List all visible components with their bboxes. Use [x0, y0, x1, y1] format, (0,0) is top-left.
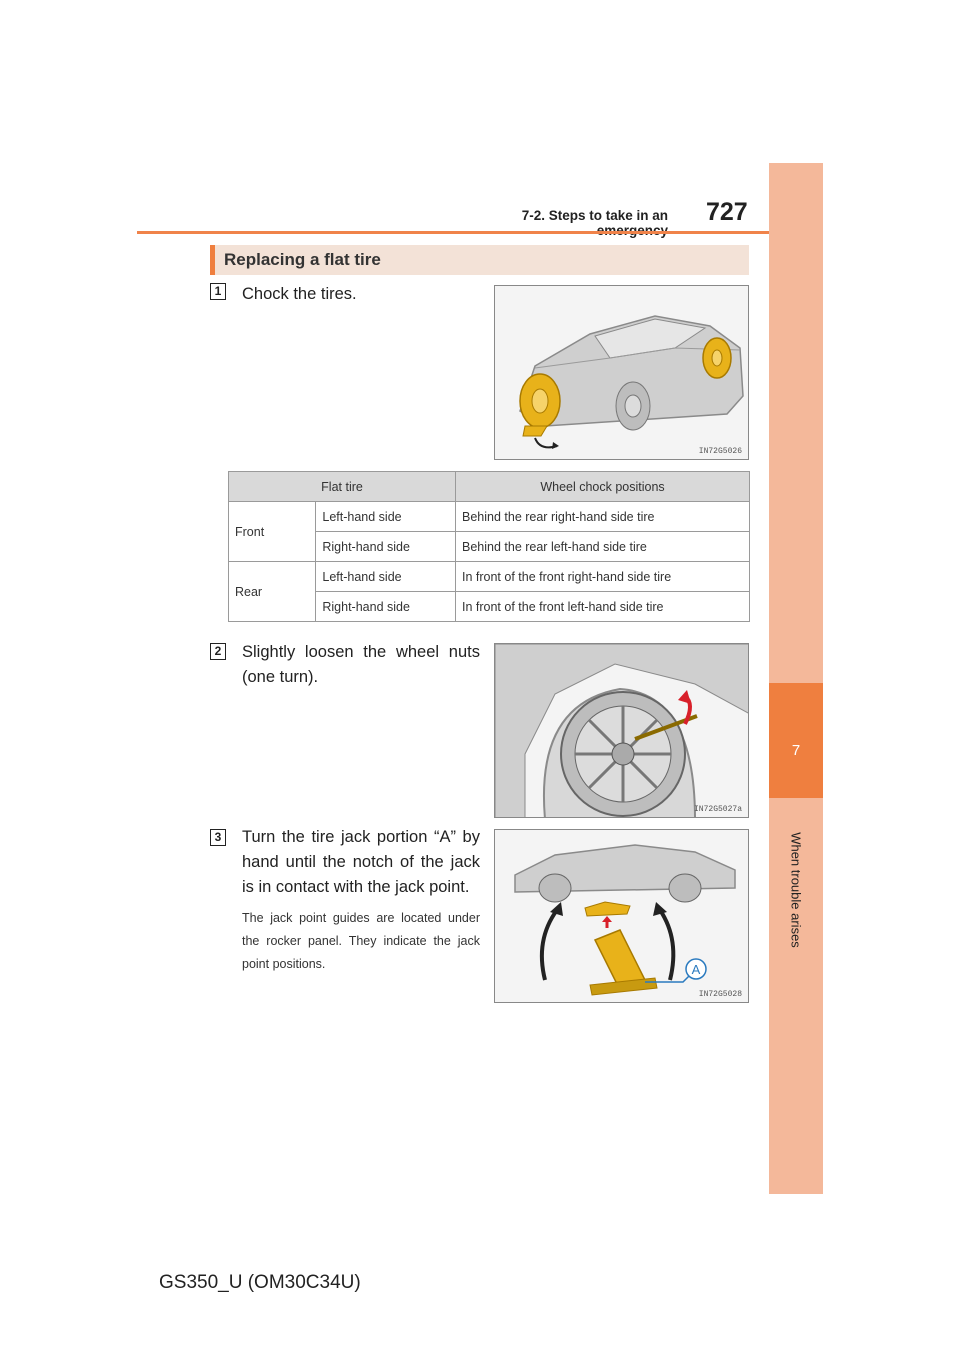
table-cell-side: Left-hand side: [316, 502, 456, 532]
figure-code: IN72G5026: [698, 447, 742, 456]
table-cell-side: Right-hand side: [316, 592, 456, 622]
table-cell-position: Behind the rear right-hand side tire: [456, 502, 750, 532]
car-chock-illustration: [495, 286, 749, 460]
table-header-flat-tire: Flat tire: [229, 472, 456, 502]
table-cell-position: In front of the front right-hand side tire: [456, 562, 750, 592]
table-row: [229, 562, 750, 592]
section-title: Replacing a flat tire: [224, 250, 381, 269]
wheel-nut-illustration: [495, 644, 749, 818]
step-2-text: Slightly loosen the wheel nuts (one turn).: [242, 643, 480, 686]
step-number-2: 2: [210, 643, 226, 660]
chapter-title: When trouble arises: [788, 832, 804, 948]
figure-jack: [494, 829, 749, 1003]
figure-code: IN72G5028: [698, 990, 742, 999]
figure-chock-tires: [494, 285, 749, 460]
table-cell-side: Left-hand side: [316, 562, 456, 592]
step-1-text: Chock the tires.: [242, 285, 357, 303]
wheel-chock-table: [228, 471, 750, 622]
table-row: [229, 502, 750, 532]
table-cell-tire: Rear: [229, 562, 316, 622]
header-divider: [137, 231, 823, 234]
page-number: 727: [706, 198, 748, 226]
table-cell-position: In front of the front left-hand side tire: [456, 592, 750, 622]
step-number-1: 1: [210, 283, 226, 300]
figure-code: IN72G5027a: [693, 805, 742, 814]
step-3-note: The jack point guides are located under the rocker panel. They indicate the jack point positions.: [242, 911, 480, 971]
chapter-side-tab: [769, 163, 823, 1194]
chapter-number: 7: [791, 742, 801, 759]
figure-callout-a: A: [691, 962, 701, 977]
table-header-chock-positions: Wheel chock positions: [456, 472, 750, 502]
table-header-row: [229, 472, 750, 502]
jack-illustration: [495, 830, 749, 1003]
table-cell-position: Behind the rear left-hand side tire: [456, 532, 750, 562]
figure-loosen-nuts: [494, 643, 749, 818]
header-section-title: 7-2. Steps to take in an: [521, 208, 668, 223]
table-cell-side: Right-hand side: [316, 532, 456, 562]
chapter-number-box: [769, 683, 823, 798]
step-number-3: 3: [210, 829, 226, 846]
footer-model: GS350_U (OM30C34U): [159, 1272, 361, 1293]
step-3-text: Turn the tire jack portion “A” by hand until the notch of the jack is in contact with the jack point.: [242, 828, 480, 896]
table-cell-tire: Front: [229, 502, 316, 562]
